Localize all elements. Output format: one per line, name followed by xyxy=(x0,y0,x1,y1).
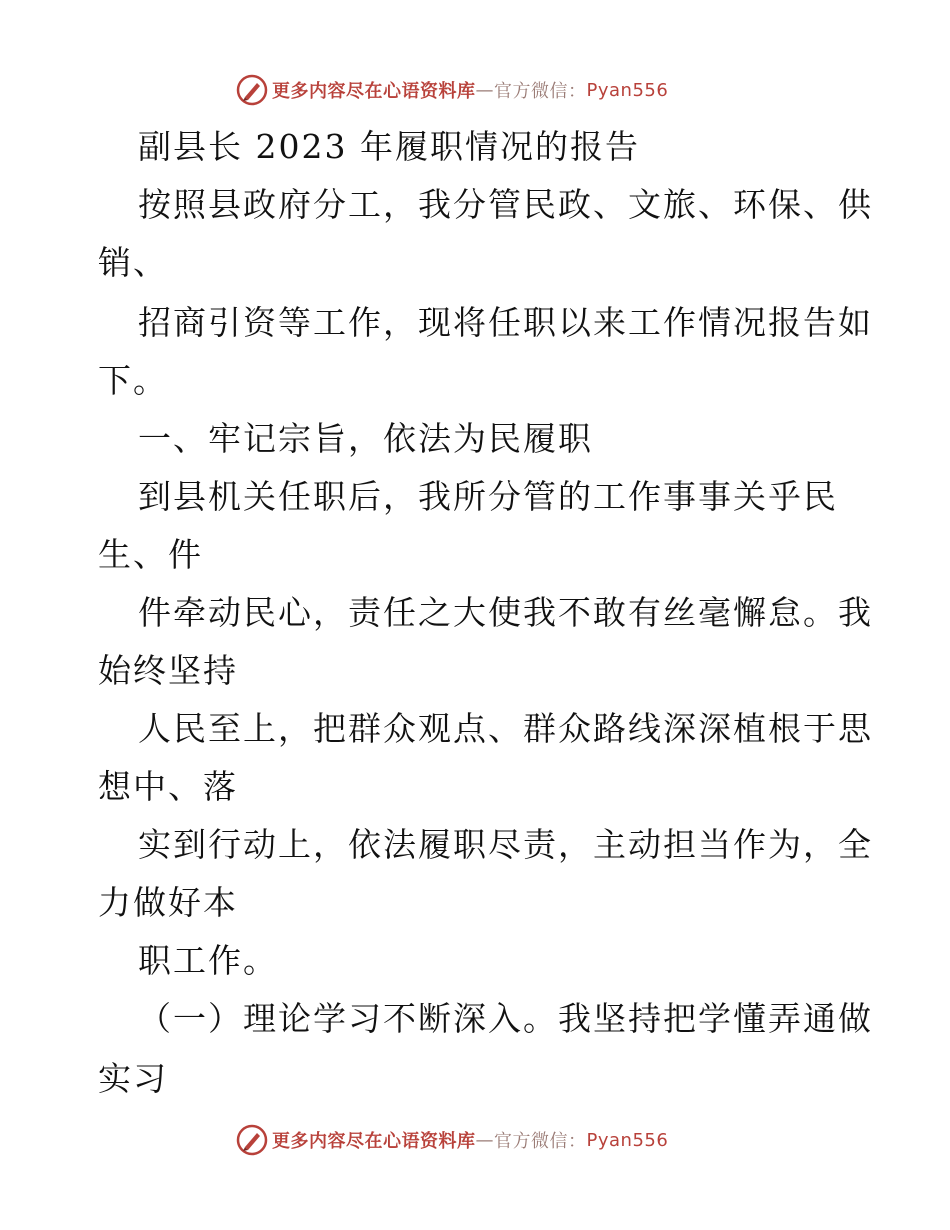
subsection-heading: （一）理论学习不断深入。我坚持把学懂弄通做 xyxy=(138,999,873,1038)
paragraph-line: 招商引资等工作，现将任职以来工作情况报告如 xyxy=(138,303,873,342)
watermark-dash: — xyxy=(475,1129,494,1151)
paragraph-line: 人民至上，把群众观点、群众路线深深植根于思 xyxy=(138,709,873,748)
paragraph-line: 实习 xyxy=(98,1059,168,1098)
watermark-text: 更多内容尽在心语资料库 xyxy=(272,81,476,102)
paragraph-line: 件牵动民心，责任之大使我不敢有丝毫懈怠。我 xyxy=(138,593,873,632)
watermark-dash: — xyxy=(475,79,494,101)
watermark-text: 更多内容尽在心语资料库 xyxy=(272,1131,476,1152)
section-heading: 一、牢记宗旨，依法为民履职 xyxy=(138,419,593,458)
paragraph-line: 实到行动上，依法履职尽责，主动担当作为，全 xyxy=(138,825,873,864)
watermark-wechat-label: 官方微信： xyxy=(494,81,587,102)
paragraph-line: 下。 xyxy=(98,361,168,400)
document-title: 副县长 2023 年履职情况的报告 xyxy=(138,127,640,166)
paragraph-line: 力做好本 xyxy=(98,883,238,922)
paragraph-line: 销、 xyxy=(98,243,168,282)
paragraph-line: 到县机关任职后，我所分管的工作事事关乎民 xyxy=(138,477,838,516)
paragraph-line: 始终坚持 xyxy=(98,651,238,690)
watermark-wechat-label: 官方微信： xyxy=(494,1131,587,1152)
watermark-wechat-id: Pyan556 xyxy=(586,79,669,101)
paragraph-line: 生、件 xyxy=(98,535,203,574)
pen-logo-icon xyxy=(236,74,268,106)
paragraph-line: 职工作。 xyxy=(138,941,278,980)
watermark-banner-top xyxy=(236,72,668,108)
watermark-wechat-id: Pyan556 xyxy=(586,1129,669,1151)
pen-logo-icon xyxy=(236,1124,268,1156)
watermark-banner-bottom xyxy=(236,1122,668,1158)
paragraph-line: 按照县政府分工，我分管民政、文旅、环保、供 xyxy=(138,185,873,224)
paragraph-line: 想中、落 xyxy=(98,767,238,806)
